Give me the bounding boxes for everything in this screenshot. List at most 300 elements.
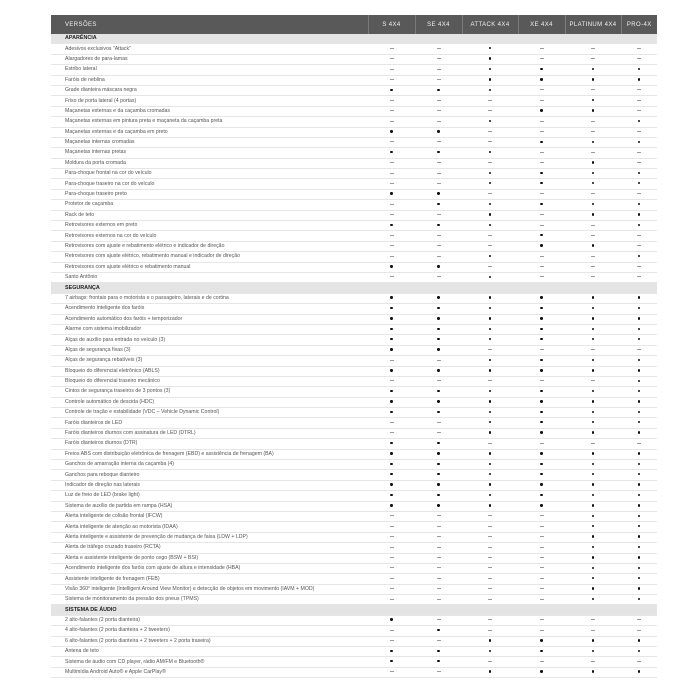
- table-row: [51, 532, 657, 542]
- availability-cell: [518, 366, 565, 376]
- not-available-dash-icon: [540, 58, 544, 59]
- availability-cell: [565, 96, 621, 106]
- included-dot-icon: [437, 328, 439, 330]
- not-available-dash-icon: [591, 276, 595, 277]
- availability-cell: [462, 397, 518, 407]
- availability-cell: [565, 324, 621, 334]
- included-dot-icon: [390, 494, 392, 496]
- availability-cell: [415, 335, 462, 345]
- not-available-dash-icon: [637, 235, 641, 236]
- included-dot-icon: [437, 473, 439, 475]
- not-available-dash-icon: [540, 567, 544, 568]
- included-dot-icon: [638, 525, 640, 527]
- feature-label: Controle de tração e estabilidade (VDC – Vehicle Dynamic Control): [51, 408, 368, 418]
- availability-cell: [621, 293, 657, 303]
- table-row: [51, 397, 657, 407]
- not-available-dash-icon: [591, 256, 595, 257]
- availability-cell: [621, 595, 657, 605]
- included-dot-icon: [390, 463, 392, 465]
- availability-cell: [565, 574, 621, 584]
- not-available-dash-icon: [637, 58, 641, 59]
- availability-cell: [518, 408, 565, 418]
- availability-cell: [368, 252, 415, 262]
- included-dot-icon: [592, 670, 594, 672]
- availability-cell: [518, 75, 565, 85]
- availability-cell: [621, 511, 657, 521]
- availability-cell: [621, 169, 657, 179]
- not-available-dash-icon: [591, 619, 595, 620]
- availability-cell: [518, 189, 565, 199]
- not-available-dash-icon: [591, 48, 595, 49]
- not-available-dash-icon: [437, 121, 441, 122]
- availability-cell: [565, 293, 621, 303]
- versions-column-header: VERSÕES: [51, 15, 368, 34]
- availability-cell: [415, 54, 462, 64]
- not-available-dash-icon: [437, 640, 441, 641]
- included-dot-icon: [540, 338, 542, 340]
- not-available-dash-icon: [591, 193, 595, 194]
- included-dot-icon: [489, 400, 491, 402]
- not-available-dash-icon: [637, 193, 641, 194]
- table-row: [51, 501, 657, 511]
- included-dot-icon: [390, 442, 392, 444]
- not-available-dash-icon: [591, 89, 595, 90]
- included-dot-icon: [437, 338, 439, 340]
- availability-cell: [565, 626, 621, 636]
- availability-cell: [565, 356, 621, 366]
- availability-cell: [462, 241, 518, 251]
- availability-cell: [368, 272, 415, 282]
- included-dot-icon: [638, 380, 640, 382]
- availability-cell: [518, 563, 565, 573]
- not-available-dash-icon: [540, 443, 544, 444]
- availability-cell: [565, 137, 621, 147]
- availability-cell: [565, 158, 621, 168]
- not-available-dash-icon: [540, 162, 544, 163]
- not-available-dash-icon: [637, 131, 641, 132]
- availability-cell: [621, 189, 657, 199]
- table-row: [51, 137, 657, 147]
- availability-cell: [415, 200, 462, 210]
- availability-cell: [415, 387, 462, 397]
- table-row: [51, 200, 657, 210]
- availability-cell: [565, 262, 621, 272]
- included-dot-icon: [489, 411, 491, 413]
- feature-label: Retrovisores com ajuste elétrico, rebatimento manual e indicador de direção: [51, 252, 368, 262]
- not-available-dash-icon: [390, 256, 394, 257]
- availability-cell: [518, 387, 565, 397]
- not-available-dash-icon: [437, 360, 441, 361]
- included-dot-icon: [390, 130, 392, 132]
- included-dot-icon: [540, 473, 542, 475]
- section-header-row: [51, 34, 657, 44]
- included-dot-icon: [489, 483, 491, 485]
- included-dot-icon: [437, 660, 439, 662]
- availability-cell: [368, 148, 415, 158]
- not-available-dash-icon: [390, 515, 394, 516]
- feature-label: Cintos de segurança traseiros de 3 pontos (3): [51, 387, 368, 397]
- availability-cell: [462, 158, 518, 168]
- included-dot-icon: [638, 141, 640, 143]
- included-dot-icon: [540, 244, 542, 246]
- included-dot-icon: [638, 670, 640, 672]
- availability-cell: [621, 584, 657, 594]
- availability-cell: [565, 595, 621, 605]
- not-available-dash-icon: [488, 266, 492, 267]
- availability-cell: [415, 460, 462, 470]
- included-dot-icon: [437, 483, 439, 485]
- availability-cell: [621, 626, 657, 636]
- table-row: [51, 252, 657, 262]
- availability-cell: [415, 293, 462, 303]
- included-dot-icon: [540, 639, 542, 641]
- included-dot-icon: [390, 317, 392, 319]
- availability-cell: [621, 324, 657, 334]
- not-available-dash-icon: [437, 100, 441, 101]
- table-row: [51, 595, 657, 605]
- included-dot-icon: [540, 463, 542, 465]
- availability-cell: [565, 376, 621, 386]
- included-dot-icon: [489, 390, 491, 392]
- availability-cell: [462, 647, 518, 657]
- availability-cell: [518, 65, 565, 75]
- feature-label: Ganchos de amarração interna da caçamba (4): [51, 460, 368, 470]
- not-available-dash-icon: [591, 131, 595, 132]
- availability-cell: [518, 293, 565, 303]
- availability-cell: [621, 137, 657, 147]
- feature-label: 4 alto-falantes (2 porta dianteira + 2 tweeters): [51, 626, 368, 636]
- included-dot-icon: [437, 390, 439, 392]
- table-row: [51, 376, 657, 386]
- availability-cell: [565, 272, 621, 282]
- availability-cell: [518, 44, 565, 54]
- availability-cell: [462, 200, 518, 210]
- included-dot-icon: [390, 650, 392, 652]
- availability-cell: [368, 221, 415, 231]
- availability-cell: [518, 480, 565, 490]
- availability-cell: [565, 428, 621, 438]
- availability-cell: [368, 366, 415, 376]
- availability-cell: [565, 314, 621, 324]
- included-dot-icon: [437, 265, 439, 267]
- feature-label: Sistema de monitoramento da pressão dos pneus (TPMS): [51, 595, 368, 605]
- not-available-dash-icon: [390, 245, 394, 246]
- availability-cell: [565, 553, 621, 563]
- not-available-dash-icon: [390, 204, 394, 205]
- not-available-dash-icon: [540, 193, 544, 194]
- availability-cell: [462, 574, 518, 584]
- availability-cell: [462, 137, 518, 147]
- not-available-dash-icon: [540, 152, 544, 153]
- included-dot-icon: [592, 172, 594, 174]
- included-dot-icon: [638, 650, 640, 652]
- availability-cell: [621, 408, 657, 418]
- feature-label: Controle automático de descida (HDC): [51, 397, 368, 407]
- not-available-dash-icon: [437, 567, 441, 568]
- availability-cell: [621, 148, 657, 158]
- not-available-dash-icon: [591, 58, 595, 59]
- not-available-dash-icon: [390, 173, 394, 174]
- availability-cell: [462, 501, 518, 511]
- availability-cell: [565, 252, 621, 262]
- not-available-dash-icon: [390, 214, 394, 215]
- availability-cell: [462, 408, 518, 418]
- availability-cell: [621, 44, 657, 54]
- availability-cell: [368, 480, 415, 490]
- availability-cell: [415, 584, 462, 594]
- table-row: [51, 241, 657, 251]
- included-dot-icon: [390, 224, 392, 226]
- not-available-dash-icon: [437, 619, 441, 620]
- availability-cell: [565, 106, 621, 116]
- availability-cell: [518, 106, 565, 116]
- availability-cell: [621, 574, 657, 584]
- not-available-dash-icon: [437, 79, 441, 80]
- not-available-dash-icon: [390, 630, 394, 631]
- included-dot-icon: [592, 203, 594, 205]
- not-available-dash-icon: [540, 526, 544, 527]
- availability-cell: [518, 54, 565, 64]
- availability-cell: [415, 304, 462, 314]
- availability-cell: [565, 65, 621, 75]
- availability-cell: [518, 169, 565, 179]
- availability-cell: [368, 449, 415, 459]
- included-dot-icon: [638, 463, 640, 465]
- availability-cell: [621, 543, 657, 553]
- availability-cell: [462, 65, 518, 75]
- availability-cell: [368, 595, 415, 605]
- included-dot-icon: [540, 109, 542, 111]
- not-available-dash-icon: [390, 567, 394, 568]
- availability-cell: [565, 366, 621, 376]
- availability-cell: [565, 345, 621, 355]
- not-available-dash-icon: [540, 578, 544, 579]
- not-available-dash-icon: [591, 380, 595, 381]
- included-dot-icon: [592, 359, 594, 361]
- table-row: [51, 584, 657, 594]
- not-available-dash-icon: [540, 536, 544, 537]
- included-dot-icon: [540, 670, 542, 672]
- included-dot-icon: [540, 307, 542, 309]
- included-dot-icon: [638, 328, 640, 330]
- model-header-pro-4x: PRO-4X: [621, 15, 657, 34]
- availability-cell: [518, 584, 565, 594]
- not-available-dash-icon: [437, 380, 441, 381]
- not-available-dash-icon: [390, 183, 394, 184]
- availability-cell: [462, 626, 518, 636]
- availability-cell: [368, 210, 415, 220]
- included-dot-icon: [638, 421, 640, 423]
- availability-cell: [462, 387, 518, 397]
- availability-cell: [368, 532, 415, 542]
- table-row: [51, 387, 657, 397]
- comparison-sheet: [51, 15, 650, 678]
- availability-cell: [518, 158, 565, 168]
- feature-label: Alças de segurança fixas (3): [51, 345, 368, 355]
- table-row: [51, 553, 657, 563]
- availability-cell: [462, 262, 518, 272]
- availability-cell: [368, 356, 415, 366]
- availability-cell: [621, 75, 657, 85]
- included-dot-icon: [437, 203, 439, 205]
- availability-cell: [415, 595, 462, 605]
- not-available-dash-icon: [390, 547, 394, 548]
- not-available-dash-icon: [591, 266, 595, 267]
- availability-cell: [518, 501, 565, 511]
- availability-cell: [415, 491, 462, 501]
- availability-cell: [621, 449, 657, 459]
- not-available-dash-icon: [390, 578, 394, 579]
- availability-cell: [415, 324, 462, 334]
- not-available-dash-icon: [540, 225, 544, 226]
- not-available-dash-icon: [488, 661, 492, 662]
- availability-cell: [518, 532, 565, 542]
- not-available-dash-icon: [390, 536, 394, 537]
- availability-cell: [462, 491, 518, 501]
- included-dot-icon: [638, 338, 640, 340]
- included-dot-icon: [437, 317, 439, 319]
- table-row: [51, 96, 657, 106]
- table-row: [51, 324, 657, 334]
- included-dot-icon: [638, 68, 640, 70]
- feature-label: Acendimento inteligente dos faróis: [51, 304, 368, 314]
- included-dot-icon: [540, 650, 542, 652]
- feature-label: Alerta inteligente de colisão frontal (IFCW): [51, 511, 368, 521]
- availability-cell: [415, 65, 462, 75]
- included-dot-icon: [638, 400, 640, 402]
- table-row: [51, 345, 657, 355]
- not-available-dash-icon: [540, 349, 544, 350]
- availability-cell: [565, 584, 621, 594]
- availability-cell: [621, 210, 657, 220]
- availability-cell: [518, 595, 565, 605]
- included-dot-icon: [489, 650, 491, 652]
- availability-cell: [621, 563, 657, 573]
- availability-cell: [462, 356, 518, 366]
- included-dot-icon: [540, 504, 542, 506]
- included-dot-icon: [390, 618, 392, 620]
- availability-cell: [621, 657, 657, 667]
- included-dot-icon: [489, 338, 491, 340]
- included-dot-icon: [390, 296, 392, 298]
- availability-cell: [621, 158, 657, 168]
- not-available-dash-icon: [488, 443, 492, 444]
- included-dot-icon: [592, 473, 594, 475]
- availability-cell: [415, 376, 462, 386]
- availability-cell: [621, 345, 657, 355]
- feature-label: Bloqueio do diferencial traseiro mecânico: [51, 376, 368, 386]
- availability-cell: [462, 449, 518, 459]
- feature-label: Para-choque traseiro na cor do veículo: [51, 179, 368, 189]
- included-dot-icon: [489, 421, 491, 423]
- not-available-dash-icon: [637, 162, 641, 163]
- availability-cell: [415, 418, 462, 428]
- not-available-dash-icon: [488, 110, 492, 111]
- not-available-dash-icon: [540, 100, 544, 101]
- not-available-dash-icon: [540, 214, 544, 215]
- not-available-dash-icon: [437, 256, 441, 257]
- included-dot-icon: [390, 265, 392, 267]
- included-dot-icon: [390, 400, 392, 402]
- availability-cell: [518, 428, 565, 438]
- availability-cell: [518, 491, 565, 501]
- availability-cell: [565, 439, 621, 449]
- availability-cell: [462, 117, 518, 127]
- availability-cell: [368, 127, 415, 137]
- not-available-dash-icon: [637, 276, 641, 277]
- availability-cell: [368, 137, 415, 147]
- availability-cell: [368, 85, 415, 95]
- availability-cell: [565, 480, 621, 490]
- availability-cell: [462, 532, 518, 542]
- not-available-dash-icon: [390, 640, 394, 641]
- availability-cell: [518, 127, 565, 137]
- availability-cell: [462, 221, 518, 231]
- availability-cell: [368, 376, 415, 386]
- availability-cell: [565, 636, 621, 646]
- availability-cell: [368, 345, 415, 355]
- availability-cell: [415, 75, 462, 85]
- not-available-dash-icon: [437, 536, 441, 537]
- feature-label: Maçanetas externas em pintura preta e maçaneta da caçamba preta: [51, 117, 368, 127]
- included-dot-icon: [489, 172, 491, 174]
- availability-cell: [565, 335, 621, 345]
- feature-label: Faróis dianteiros diurnos com assinatura de LED (DTRL): [51, 428, 368, 438]
- included-dot-icon: [489, 276, 491, 278]
- not-available-dash-icon: [540, 121, 544, 122]
- included-dot-icon: [592, 546, 594, 548]
- availability-cell: [415, 480, 462, 490]
- availability-cell: [368, 387, 415, 397]
- included-dot-icon: [540, 78, 542, 80]
- availability-cell: [518, 356, 565, 366]
- availability-cell: [462, 511, 518, 521]
- included-dot-icon: [437, 504, 439, 506]
- availability-cell: [415, 636, 462, 646]
- included-dot-icon: [437, 89, 439, 91]
- availability-cell: [462, 54, 518, 64]
- included-dot-icon: [540, 68, 542, 70]
- table-row: [51, 439, 657, 449]
- included-dot-icon: [638, 224, 640, 226]
- table-row: [51, 615, 657, 625]
- included-dot-icon: [390, 348, 392, 350]
- not-available-dash-icon: [488, 141, 492, 142]
- feature-label: Alças de auxílio para entrada no veículo (3): [51, 335, 368, 345]
- availability-cell: [415, 189, 462, 199]
- included-dot-icon: [638, 494, 640, 496]
- feature-label: 6 alto-falantes (2 porta dianteira + 2 tweeters + 2 porta traseira): [51, 636, 368, 646]
- feature-label: Alerta inteligente de atenção ao motorista (IDAA): [51, 522, 368, 532]
- not-available-dash-icon: [390, 599, 394, 600]
- included-dot-icon: [437, 224, 439, 226]
- availability-cell: [518, 522, 565, 532]
- included-dot-icon: [437, 400, 439, 402]
- model-header-platinum-4x4: PLATINUM 4X4: [565, 15, 621, 34]
- included-dot-icon: [489, 57, 491, 59]
- feature-label: Antena de teto: [51, 647, 368, 657]
- included-dot-icon: [390, 660, 392, 662]
- not-available-dash-icon: [488, 567, 492, 568]
- included-dot-icon: [592, 535, 594, 537]
- availability-cell: [462, 252, 518, 262]
- included-dot-icon: [638, 567, 640, 569]
- included-dot-icon: [437, 151, 439, 153]
- included-dot-icon: [592, 68, 594, 70]
- not-available-dash-icon: [637, 245, 641, 246]
- included-dot-icon: [540, 172, 542, 174]
- included-dot-icon: [390, 452, 392, 454]
